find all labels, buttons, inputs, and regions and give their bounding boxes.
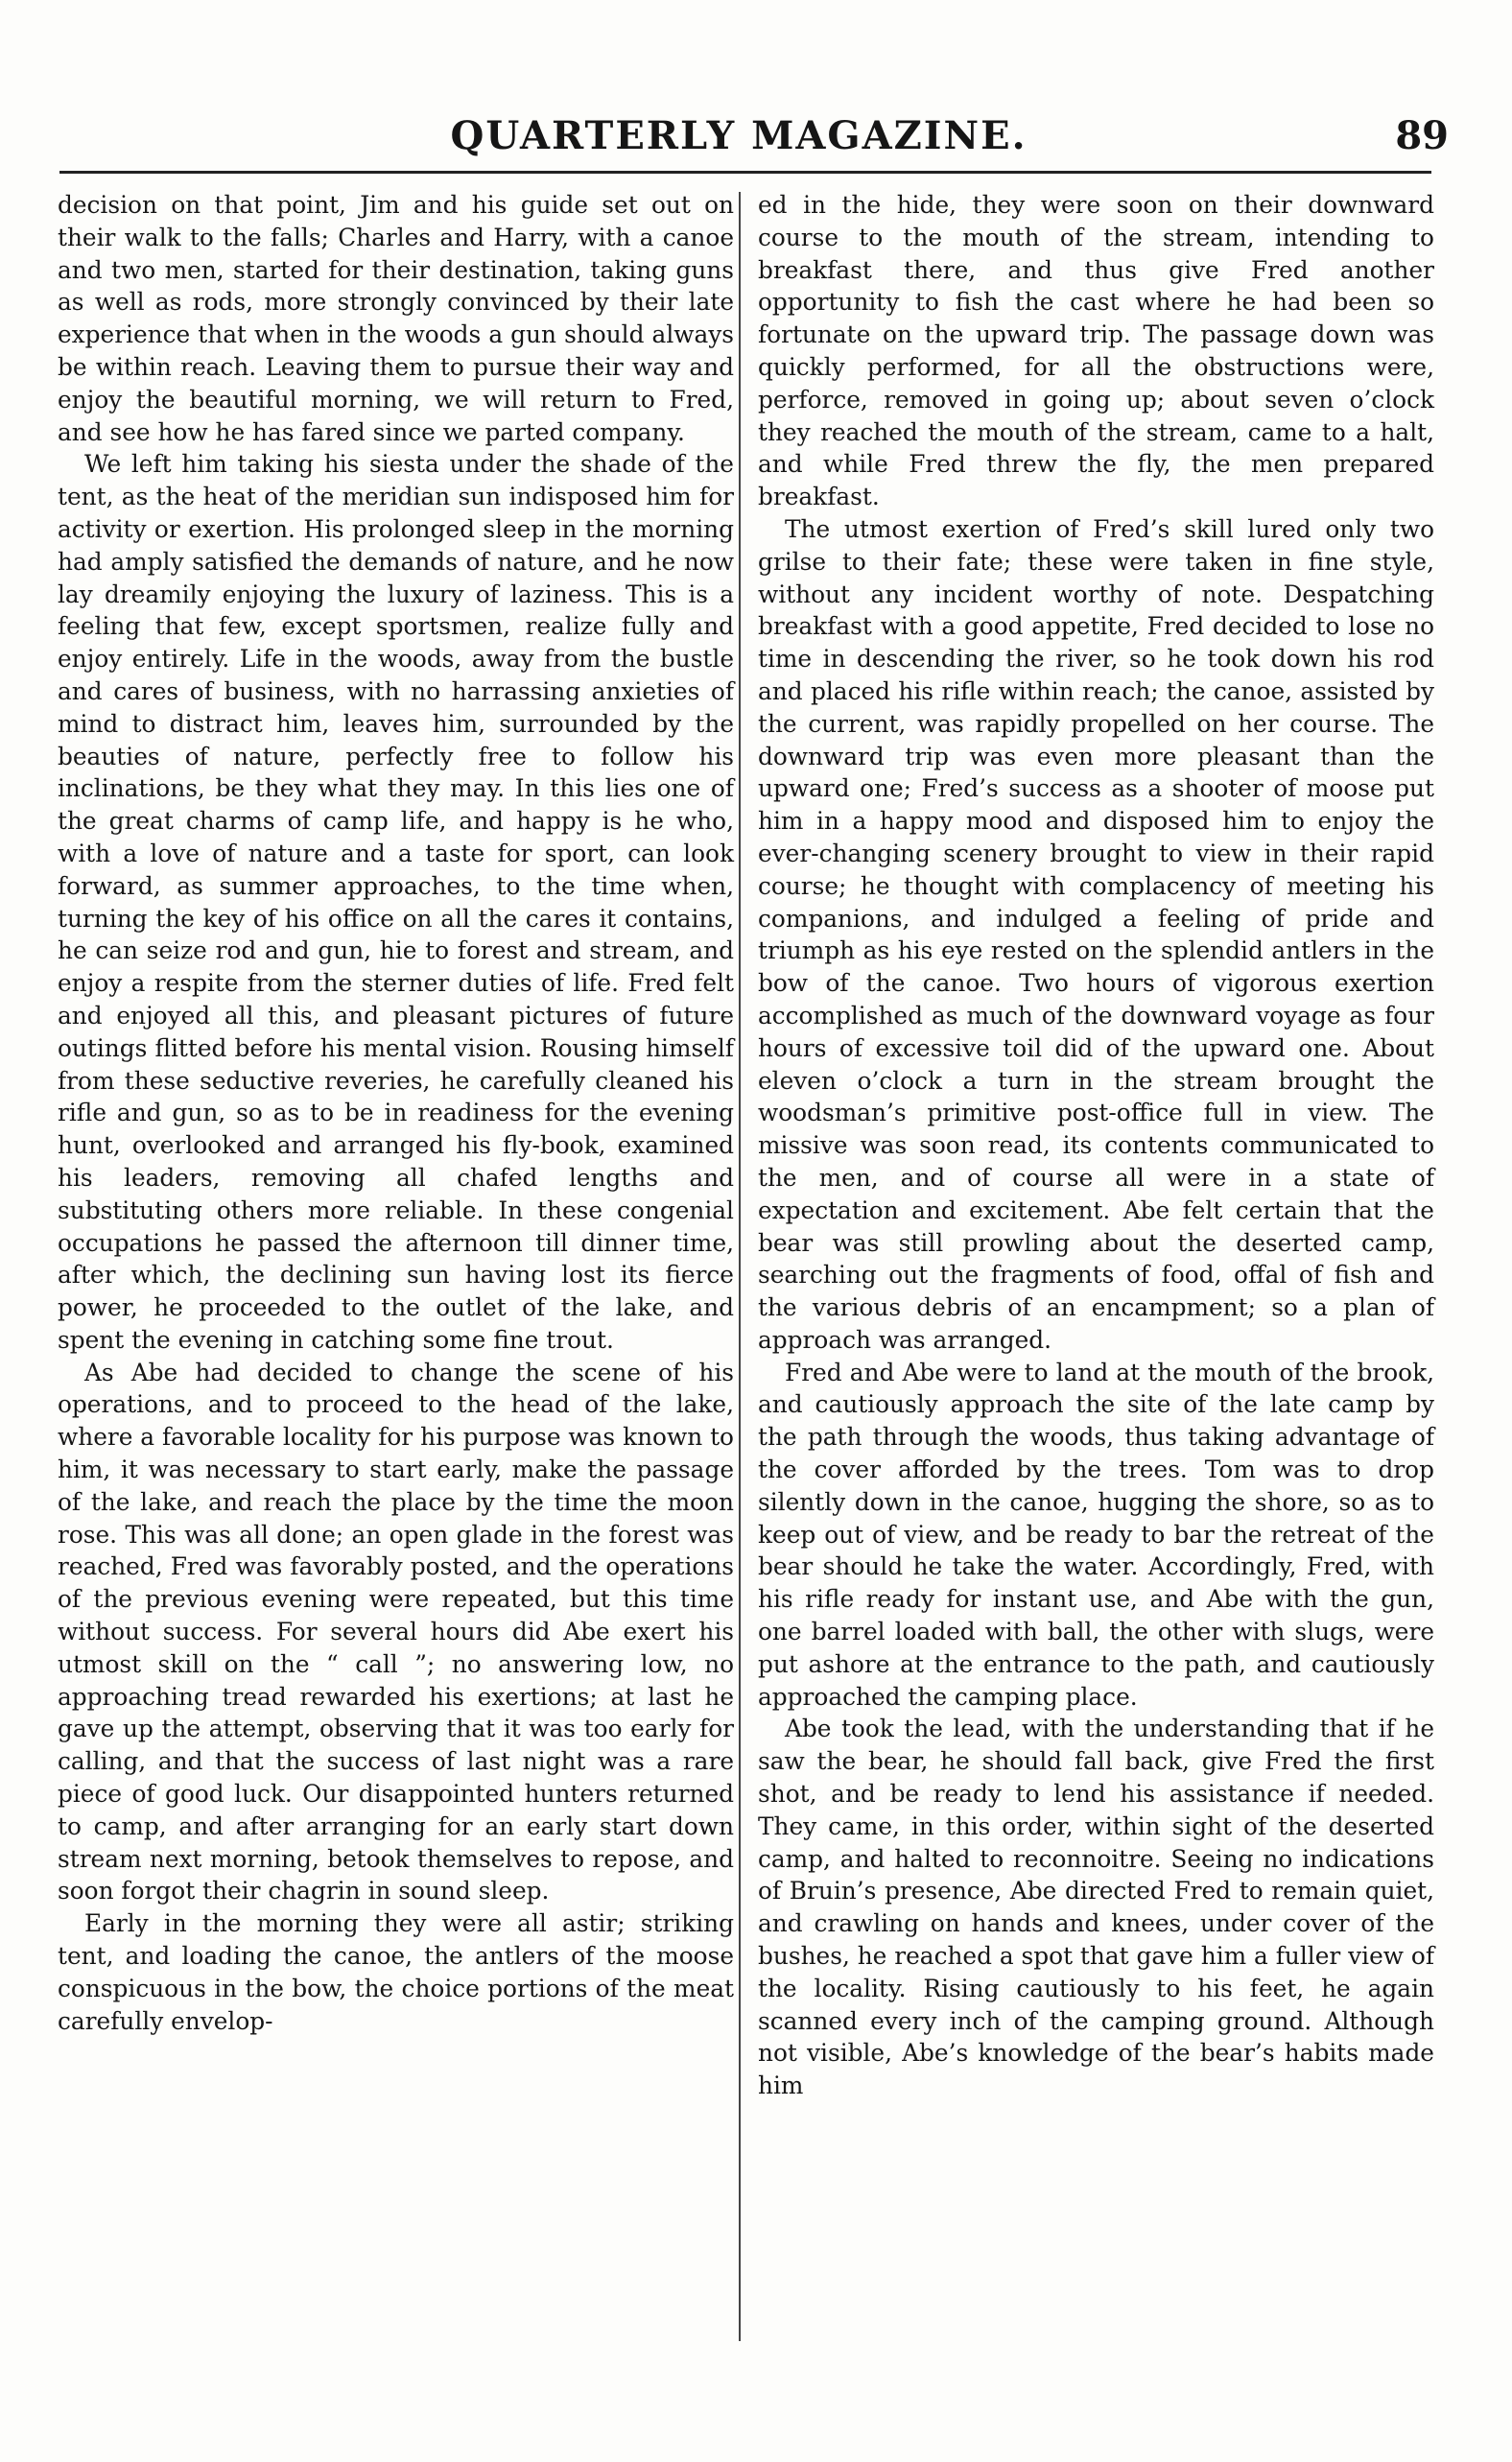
paragraph: Early in the morning they were all astir; striking tent, and loading the canoe, the antlers of the moose conspicuous in the bow, the choice portions of the meat carefully envelop- — [58, 1909, 734, 2035]
paragraph: Abe took the lead, with the understanding that if he saw the bear, he should fall back, give Fred the first shot, and be ready to lend his assistance if needed. They came, in this order, within sight of the deserted camp, and halted to reconnoitre. Seeing no indications of Bruin’s presence, Abe directed Fred to remain quiet, and crawling on hands and knees, under cover of the bushes, he reached a spot that gave him a fuller view of the locality. Rising cautiously to his feet, he again scanned every inch of the camping ground. Although not visible, Abe’s knowledge of the bear’s habits made him — [758, 1715, 1434, 2100]
paragraph: Fred and Abe were to land at the mouth of the brook, and cautiously approach the site of the late camp by the path through the woods, thus taking advantage of the cover afforded by the trees. Tom was to drop silently down in the canoe, hugging the shore, so as to keep out of view, and be ready to bar the retreat of the bear should he take the water. Accordingly, Fred, with his rifle ready for instant use, and Abe with the gun, one barrel loaded with ball, the other with slugs, were put ashore at the entrance to the path, and cautiously approached the camping place. — [758, 1358, 1434, 1711]
page-number: 89 — [1395, 113, 1449, 158]
left-column — [58, 189, 734, 2037]
running-title: QUARTERLY MAGAZINE. — [450, 113, 1028, 158]
page-header — [58, 113, 1449, 163]
paragraph: As Abe had decided to change the scene of his operations, and to proceed to the head of the lake, where a favorable locality for his purpose was known to him, it was necessary to start early, make the passage of the lake, and reach the place by the time the moon rose. This was all done; an open glade in the forest was reached, Fred was favorably posted, and the operations of the previous evening were repeated, but this time without success. For several hours did Abe exert his utmost skill on the “ call ”; no answering low, no approaching tread rewarded his exertions; at last he gave up the attempt, observing that it was too early for calling, and that the success of last night was a rare piece of good luck. Our disappointed hunters returned to camp, and after arranging for an early start down stream next morning, betook themselves to repose, and soon forgot their chagrin in sound sleep. — [58, 1358, 734, 1906]
header-rule — [59, 171, 1431, 174]
paragraph: We left him taking his siesta under the shade of the tent, as the heat of the meridian sun indisposed him for activity or exertion. His prolonged sleep in the morning had amply satisfied the demands of nature, and he now lay dreamily enjoying the luxury of laziness. This is a feeling that few, except sportsmen, realize fully and enjoy entirely. Life in the woods, away from the bustle and cares of business, with no harrassing anxieties of mind to distract him, leaves him, surrounded by the beauties of nature, perfectly free to follow his inclinations, be they what they may. In this lies one of the great charms of camp life, and happy is he who, with a love of nature and a taste for sport, can look forward, as summer approaches, to the time when, turning the key of his office on all the cares it contains, he can seize rod and gun, hie to forest and stream, and enjoy a respite from the sterner duties of life. Fred felt and enjoyed all this, and pleasant pictures of future outings flitted before his mental vision. Rousing himself from these seductive reveries, he carefully cleaned his rifle and gun, so as to be in readiness for the evening hunt, overlooked and arranged his fly-book, examined his leaders, removing all chafed lengths and substituting others more reliable. In these congenial occupations he passed the afternoon till dinner time, after which, the declining sun having lost its fierce power, he proceeded to the outlet of the lake, and spent the evening in catching some fine trout. — [58, 450, 734, 1354]
paragraph: ed in the hide, they were soon on their downward course to the mouth of the stream, intending to breakfast there, and thus give Fred another opportunity to fish the cast where he had been so fortunate on the upward trip. The passage down was quickly performed, for all the obstructions were, perforce, removed in going up; about seven o’clock they reached the mouth of the stream, came to a halt, and while Fred threw the fly, the men prepared breakfast. — [758, 191, 1434, 511]
right-column — [758, 189, 1434, 2102]
paragraph: decision on that point, Jim and his guide set out on their walk to the falls; Charles and Harry, with a canoe and two men, started for their destination, taking guns as well as rods, more strongly convinced by their late experience that when in the woods a gun should always be within reach. Leaving them to pursue their way and enjoy the beautiful morning, we will return to Fred, and see how he has fared since we parted company. — [58, 191, 734, 446]
column-divider — [739, 192, 741, 2341]
paragraph: The utmost exertion of Fred’s skill lured only two grilse to their fate; these were taken in fine style, without any incident worthy of note. Despatching breakfast with a good appetite, Fred decided to lose no time in descending the river, so he took down his rod and placed his rifle within reach; the canoe, assisted by the current, was rapidly propelled on her course. The downward trip was even more pleasant than the upward one; Fred’s success as a shooter of moose put him in a happy mood and disposed him to enjoy the ever-changing scenery brought to view in their rapid course; he thought with complacency of meeting his companions, and indulged a feeling of pride and triumph as his eye rested on the splendid antlers in the bow of the canoe. Two hours of vigorous exertion accomplished as much of the downward voyage as four hours of excessive toil did of the upward one. About eleven o’clock a turn in the stream brought the woodsman’s primitive post-office full in view. The missive was soon read, its contents communicated to the men, and of course all were in a state of expectation and excitement. Abe felt certain that the bear was still prowling about the deserted camp, searching out the fragments of food, offal of fish and the various debris of an encampment; so a plan of approach was arranged. — [758, 514, 1434, 1354]
